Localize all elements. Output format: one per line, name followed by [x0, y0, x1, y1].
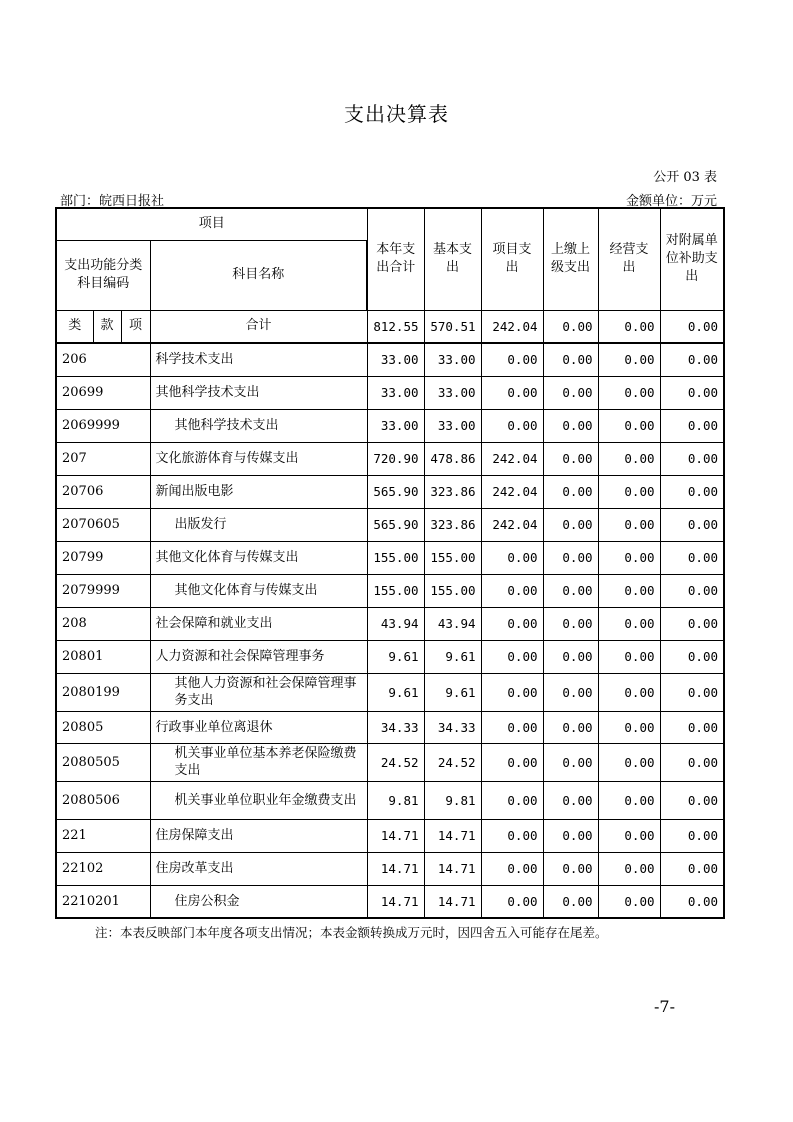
- row-total: 14.71: [367, 852, 424, 885]
- row-basic: 14.71: [424, 819, 481, 852]
- row-basic: 33.00: [424, 376, 481, 409]
- header-project: 项目支出: [481, 208, 543, 310]
- table-body: [56, 343, 724, 918]
- sum-project: 242.04: [481, 310, 543, 343]
- row-code: 20706: [56, 475, 150, 508]
- row-project: 0.00: [481, 574, 543, 607]
- row-basic: 155.00: [424, 541, 481, 574]
- header-total: 本年支出合计: [367, 208, 424, 310]
- row-project: 0.00: [481, 781, 543, 819]
- table-row: [56, 376, 724, 409]
- row-subsidy: 0.00: [660, 376, 724, 409]
- row-upper: 0.00: [543, 508, 598, 541]
- table-row: [56, 819, 724, 852]
- table-row: [56, 711, 724, 743]
- row-basic: 155.00: [424, 574, 481, 607]
- row-business: 0.00: [598, 409, 660, 442]
- row-basic: 33.00: [424, 343, 481, 376]
- row-total: 33.00: [367, 376, 424, 409]
- header-code: 支出功能分类科目编码: [56, 240, 150, 310]
- row-project: 0.00: [481, 819, 543, 852]
- row-upper: 0.00: [543, 885, 598, 918]
- header-kuan: 款: [93, 310, 121, 343]
- row-upper: 0.00: [543, 475, 598, 508]
- row-code: 207: [56, 442, 150, 475]
- table-row: [56, 409, 724, 442]
- row-subsidy: 0.00: [660, 541, 724, 574]
- row-code: 2080199: [56, 673, 150, 711]
- row-name: 机关事业单位职业年金缴费支出: [150, 781, 367, 819]
- row-name: 新闻出版电影: [150, 475, 367, 508]
- row-code: 208: [56, 607, 150, 640]
- row-name: 住房保障支出: [150, 819, 367, 852]
- row-basic: 323.86: [424, 475, 481, 508]
- row-project: 0.00: [481, 711, 543, 743]
- row-name: 其他人力资源和社会保障管理事务支出: [150, 673, 367, 711]
- row-project: 0.00: [481, 376, 543, 409]
- row-total: 565.90: [367, 508, 424, 541]
- row-subsidy: 0.00: [660, 442, 724, 475]
- row-business: 0.00: [598, 781, 660, 819]
- department-label: 部门：皖西日报社: [60, 194, 165, 209]
- row-code: 20799: [56, 541, 150, 574]
- row-project: 242.04: [481, 508, 543, 541]
- row-upper: 0.00: [543, 442, 598, 475]
- row-subsidy: 0.00: [660, 852, 724, 885]
- table-row: [56, 885, 724, 918]
- row-upper: 0.00: [543, 711, 598, 743]
- row-name: 其他文化体育与传媒支出: [150, 541, 367, 574]
- row-business: 0.00: [598, 541, 660, 574]
- row-basic: 24.52: [424, 743, 481, 781]
- row-total: 33.00: [367, 409, 424, 442]
- row-total: 14.71: [367, 885, 424, 918]
- table-row: [56, 508, 724, 541]
- row-basic: 323.86: [424, 508, 481, 541]
- row-project: 0.00: [481, 343, 543, 376]
- header-lei: 类: [56, 310, 93, 343]
- row-upper: 0.00: [543, 343, 598, 376]
- row-upper: 0.00: [543, 673, 598, 711]
- row-total: 34.33: [367, 711, 424, 743]
- table-row: [56, 475, 724, 508]
- row-code: 2070605: [56, 508, 150, 541]
- row-upper: 0.00: [543, 743, 598, 781]
- table-row: [56, 343, 724, 376]
- row-business: 0.00: [598, 673, 660, 711]
- header-name: 科目名称: [150, 240, 367, 310]
- row-upper: 0.00: [543, 541, 598, 574]
- row-code: 22102: [56, 852, 150, 885]
- header-basic: 基本支出: [424, 208, 481, 310]
- row-subsidy: 0.00: [660, 781, 724, 819]
- row-name: 科学技术支出: [150, 343, 367, 376]
- row-code: 2069999: [56, 409, 150, 442]
- row-business: 0.00: [598, 885, 660, 918]
- row-code: 221: [56, 819, 150, 852]
- table-row: [56, 442, 724, 475]
- row-business: 0.00: [598, 343, 660, 376]
- row-business: 0.00: [598, 852, 660, 885]
- row-subsidy: 0.00: [660, 673, 724, 711]
- row-basic: 9.81: [424, 781, 481, 819]
- row-upper: 0.00: [543, 574, 598, 607]
- row-basic: 9.61: [424, 640, 481, 673]
- row-total: 14.71: [367, 819, 424, 852]
- header-subsidy: 对附属单位补助支出: [660, 208, 724, 310]
- row-project: 0.00: [481, 409, 543, 442]
- row-basic: 34.33: [424, 711, 481, 743]
- row-business: 0.00: [598, 711, 660, 743]
- table-row: [56, 640, 724, 673]
- row-business: 0.00: [598, 508, 660, 541]
- header-upper: 上缴上级支出: [543, 208, 598, 310]
- header-sum: 合计: [150, 310, 367, 343]
- row-business: 0.00: [598, 743, 660, 781]
- sum-business: 0.00: [598, 310, 660, 343]
- row-code: 2080506: [56, 781, 150, 819]
- row-code: 20699: [56, 376, 150, 409]
- row-basic: 14.71: [424, 852, 481, 885]
- sum-basic: 570.51: [424, 310, 481, 343]
- form-number: 公开 03 表: [653, 170, 717, 185]
- header-xiang: 项: [121, 310, 150, 343]
- row-subsidy: 0.00: [660, 475, 724, 508]
- row-basic: 14.71: [424, 885, 481, 918]
- row-subsidy: 0.00: [660, 711, 724, 743]
- row-subsidy: 0.00: [660, 743, 724, 781]
- row-code: 2210201: [56, 885, 150, 918]
- footnote: 注：本表反映部门本年度各项支出情况；本表金额转换成万元时，因四舍五入可能存在尾差。: [95, 925, 608, 940]
- row-project: 242.04: [481, 475, 543, 508]
- page-number: -7-: [654, 997, 675, 1016]
- row-name: 文化旅游体育与传媒支出: [150, 442, 367, 475]
- row-code: 2080505: [56, 743, 150, 781]
- row-code: 20801: [56, 640, 150, 673]
- row-basic: 33.00: [424, 409, 481, 442]
- table-row: [56, 541, 724, 574]
- row-basic: 43.94: [424, 607, 481, 640]
- row-subsidy: 0.00: [660, 343, 724, 376]
- row-name: 住房公积金: [150, 885, 367, 918]
- row-subsidy: 0.00: [660, 409, 724, 442]
- row-total: 155.00: [367, 541, 424, 574]
- header-business: 经营支出: [598, 208, 660, 310]
- unit-label: 金额单位：万元: [625, 194, 717, 209]
- expenditure-table: [55, 207, 725, 919]
- row-business: 0.00: [598, 640, 660, 673]
- table-row: [56, 607, 724, 640]
- row-business: 0.00: [598, 574, 660, 607]
- row-upper: 0.00: [543, 607, 598, 640]
- row-subsidy: 0.00: [660, 640, 724, 673]
- row-name: 住房改革支出: [150, 852, 367, 885]
- row-name: 出版发行: [150, 508, 367, 541]
- row-code: 206: [56, 343, 150, 376]
- row-business: 0.00: [598, 607, 660, 640]
- row-code: 2079999: [56, 574, 150, 607]
- row-total: 24.52: [367, 743, 424, 781]
- row-total: 155.00: [367, 574, 424, 607]
- row-upper: 0.00: [543, 852, 598, 885]
- row-business: 0.00: [598, 376, 660, 409]
- row-total: 9.81: [367, 781, 424, 819]
- row-subsidy: 0.00: [660, 508, 724, 541]
- row-name: 机关事业单位基本养老保险缴费支出: [150, 743, 367, 781]
- row-project: 0.00: [481, 885, 543, 918]
- sum-upper: 0.00: [543, 310, 598, 343]
- header-item: 项目: [56, 208, 367, 240]
- row-subsidy: 0.00: [660, 574, 724, 607]
- row-project: 0.00: [481, 607, 543, 640]
- table-row: [56, 673, 724, 711]
- row-total: 9.61: [367, 640, 424, 673]
- row-name: 行政事业单位离退休: [150, 711, 367, 743]
- sum-subsidy: 0.00: [660, 310, 724, 343]
- row-upper: 0.00: [543, 640, 598, 673]
- row-subsidy: 0.00: [660, 819, 724, 852]
- row-project: 0.00: [481, 743, 543, 781]
- row-business: 0.00: [598, 819, 660, 852]
- row-total: 9.61: [367, 673, 424, 711]
- row-project: 0.00: [481, 541, 543, 574]
- row-code: 20805: [56, 711, 150, 743]
- row-project: 0.00: [481, 673, 543, 711]
- row-upper: 0.00: [543, 376, 598, 409]
- row-project: 242.04: [481, 442, 543, 475]
- page-title: 支出决算表: [344, 102, 449, 126]
- row-name: 社会保障和就业支出: [150, 607, 367, 640]
- row-business: 0.00: [598, 442, 660, 475]
- row-subsidy: 0.00: [660, 885, 724, 918]
- row-total: 33.00: [367, 343, 424, 376]
- row-upper: 0.00: [543, 781, 598, 819]
- row-upper: 0.00: [543, 409, 598, 442]
- row-project: 0.00: [481, 852, 543, 885]
- row-business: 0.00: [598, 475, 660, 508]
- row-upper: 0.00: [543, 819, 598, 852]
- row-total: 565.90: [367, 475, 424, 508]
- row-project: 0.00: [481, 640, 543, 673]
- table-row: [56, 781, 724, 819]
- row-name: 其他科学技术支出: [150, 376, 367, 409]
- row-basic: 478.86: [424, 442, 481, 475]
- row-total: 720.90: [367, 442, 424, 475]
- table-row: [56, 574, 724, 607]
- row-name: 其他科学技术支出: [150, 409, 367, 442]
- sum-total: 812.55: [367, 310, 424, 343]
- row-subsidy: 0.00: [660, 607, 724, 640]
- row-name: 其他文化体育与传媒支出: [150, 574, 367, 607]
- table-row: [56, 852, 724, 885]
- row-total: 43.94: [367, 607, 424, 640]
- row-basic: 9.61: [424, 673, 481, 711]
- table-row: [56, 743, 724, 781]
- row-name: 人力资源和社会保障管理事务: [150, 640, 367, 673]
